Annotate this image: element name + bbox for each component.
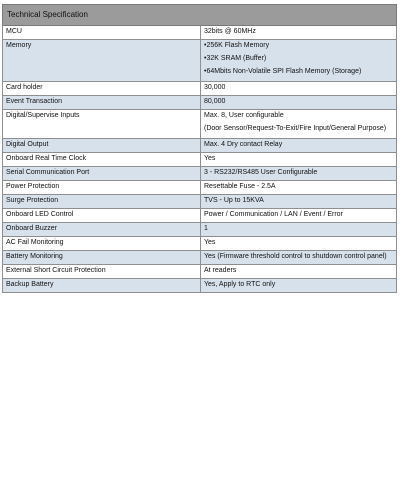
spec-value: 3 - RS232/RS485 User Configurable — [201, 166, 397, 180]
spec-row — [3, 264, 397, 278]
spec-row — [3, 194, 397, 208]
memory-item: • 32K SRAM (Buffer) — [204, 54, 393, 65]
spec-row — [3, 180, 397, 194]
spec-label: Battery Monitoring — [3, 250, 201, 264]
spec-header-row — [3, 5, 397, 26]
spec-value: At readers — [201, 264, 397, 278]
spec-row — [3, 40, 397, 82]
spec-label: MCU — [3, 26, 201, 40]
spec-label: Power Protection — [3, 180, 201, 194]
spec-label: Onboard Buzzer — [3, 222, 201, 236]
spec-value: TVS - Up to 15KVA — [201, 194, 397, 208]
memory-list — [204, 41, 393, 78]
spec-label: External Short Circuit Protection — [3, 264, 201, 278]
spec-row — [3, 81, 397, 95]
spec-row — [3, 109, 397, 138]
spec-value: Resettable Fuse - 2.5A — [201, 180, 397, 194]
spec-label: Serial Communication Port — [3, 166, 201, 180]
spec-value: 80,000 — [201, 95, 397, 109]
spec-row — [3, 250, 397, 264]
spec-row — [3, 222, 397, 236]
spec-row — [3, 236, 397, 250]
spec-value: Power / Communication / LAN / Event / Error — [201, 208, 397, 222]
spec-row — [3, 95, 397, 109]
memory-item: • 256K Flash Memory — [204, 41, 393, 52]
spec-row — [3, 26, 397, 40]
spec-value: Yes, Apply to RTC only — [201, 278, 397, 292]
spec-label: Event Transaction — [3, 95, 201, 109]
spec-row — [3, 166, 397, 180]
spec-value-line: (Door Sensor/Request-To-Exit/Fire Input/General Purpose) — [204, 124, 387, 132]
spec-label: AC Fail Monitoring — [3, 236, 201, 250]
spec-label: Surge Protection — [3, 194, 201, 208]
spec-value — [201, 109, 397, 138]
spec-row — [3, 208, 397, 222]
spec-label: Digital/Supervise Inputs — [3, 109, 201, 138]
spec-header: Technical Specification — [3, 5, 397, 26]
spec-value: Yes — [201, 236, 397, 250]
spec-label: Backup Battery — [3, 278, 201, 292]
spec-label: Memory — [3, 40, 201, 82]
spec-value — [201, 40, 397, 82]
spec-value: 1 — [201, 222, 397, 236]
spec-value: Yes (Firmware threshold control to shutdown control panel) — [201, 250, 397, 264]
spec-row — [3, 152, 397, 166]
spec-value: Max. 4 Dry contact Relay — [201, 138, 397, 152]
spec-label: Card holder — [3, 81, 201, 95]
spec-table — [2, 4, 397, 293]
memory-item: • 64Mbits Non-Volatile SPI Flash Memory (Storage) — [204, 67, 393, 78]
spec-value: Yes — [201, 152, 397, 166]
spec-label: Onboard Real Time Clock — [3, 152, 201, 166]
spec-label: Digital Output — [3, 138, 201, 152]
spec-label: Onboard LED Control — [3, 208, 201, 222]
spec-value: 30,000 — [201, 81, 397, 95]
spec-row — [3, 138, 397, 152]
spec-row — [3, 278, 397, 292]
spec-value-line: Max. 8, User configurable — [204, 111, 284, 119]
spec-value: 32bits @ 60MHz — [201, 26, 397, 40]
